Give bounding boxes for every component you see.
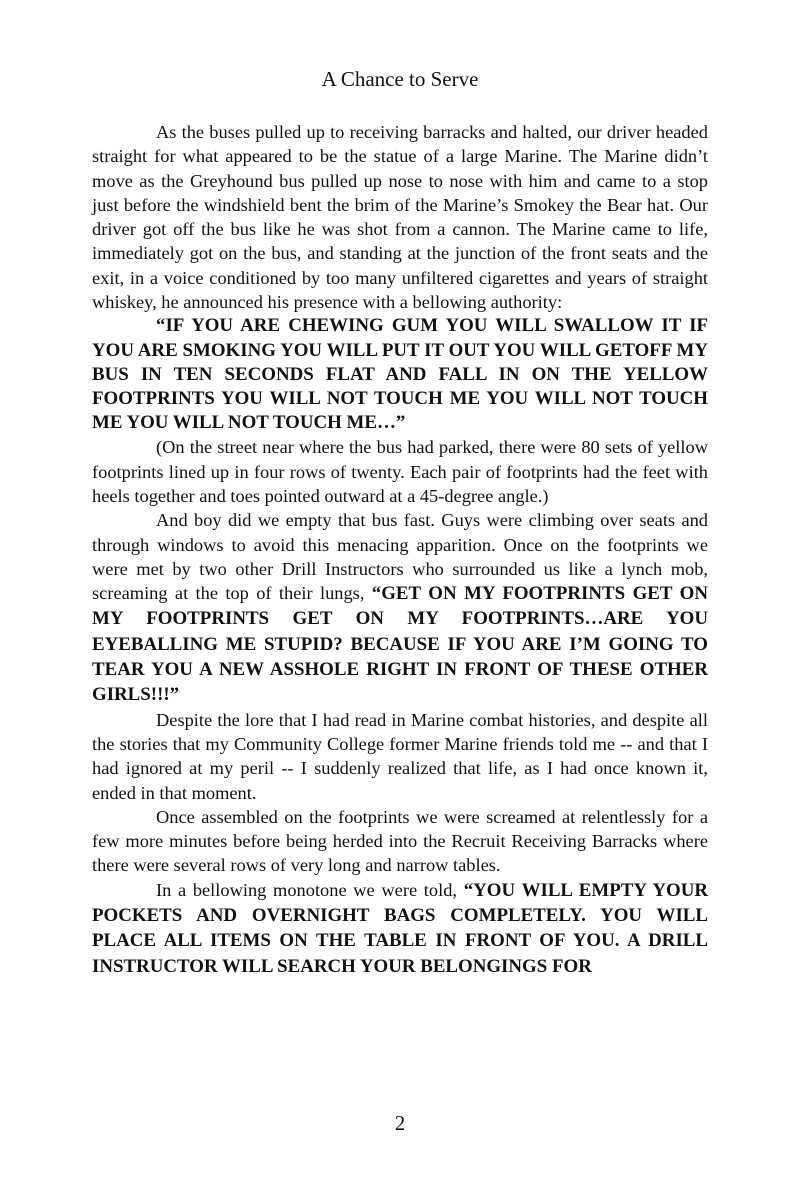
- paragraph-empty-bus-text: And boy did we empty that bus fast. Guys were climbing over seats and through windows to avoid this menacing apparition. Once on the footprints we were met by two other Drill Instructors who surrounded us like a lynch mob, screaming at the top of their lungs,: [92, 510, 708, 604]
- paragraph-receiving-barracks: Once assembled on the footprints we were screamed at relentlessly for a few more minutes before being herded into the Recruit Receiving Barracks where there were several rows of very long and narrow tables.: [92, 806, 708, 876]
- paragraph-empty-bus-shout: “GET ON MY FOOTPRINTS GET ON MY FOOTPRINTS GET ON MY FOOTPRINTS…ARE YOU EYEBALLING ME STUPID? BECAUSE IF YOU ARE I’M GOING TO TEAR YOU A NEW ASSHOLE RIGHT IN FRONT OF THESE OTHER GIRLS!!!”: [92, 583, 708, 706]
- paragraph-drill-instructor-announcement: “IF YOU ARE CHEWING GUM YOU WILL SWALLOW IT IF YOU ARE SMOKING YOU WILL PUT IT OUT YOU WILL GETOFF MY BUS IN TEN SECONDS FLAT AND FALL IN ON THE YELLOW FOOTPRINTS YOU WILL NOT TOUCH ME YOU WILL NOT TOUCH ME YOU WILL NOT TOUCH ME…”: [92, 315, 708, 434]
- paragraph-bus-arrival: As the buses pulled up to receiving barracks and halted, our driver headed straight for what appeared to be the statue of a large Marine. The Marine didn’t move as the Greyhound bus pulled up nose to nose with him and came to a stop just before the windshield bent the brim of the Marine’s Smokey the Bear hat. Our driver got off the bus like he was shot from a cannon. The Marine came to life, immediately got on the bus, and standing at the junction of the front seats and the exit, in a voice conditioned by too many unfiltered cigarettes and years of straight whiskey, he announced his presence with a bellowing authority:: [92, 122, 708, 313]
- paragraph-empty-pockets: [92, 878, 708, 979]
- paragraph-realization: Despite the lore that I had read in Marine combat histories, and despite all the stories that my Community College former Marine friends told me -- and that I had ignored at my peril -- I suddenly realized that life, as I had once known it, ended in that moment.: [92, 709, 708, 803]
- paragraph-empty-pockets-text: In a bellowing monotone we were told,: [156, 879, 458, 900]
- running-head-title: A Chance to Serve: [321, 67, 479, 91]
- paragraph-empty-pockets-shout: “YOU WILL EMPTY YOUR POCKETS AND OVERNIGHT BAGS COMPLETELY. YOU WILL PLACE ALL ITEMS ON THE TABLE IN FRONT OF YOU. A DRILL INSTRUCTOR WILL SEARCH YOUR BELONGINGS FOR: [92, 879, 709, 977]
- paragraph-yellow-footprints: (On the street near where the bus had parked, there were 80 sets of yellow footprints lined up in four rows of twenty. Each pair of footprints had the feet with heels together and toes pointed outward at a 45-degree angle.): [92, 437, 708, 506]
- page-number: 2: [394, 1111, 406, 1135]
- paragraph-empty-bus: [92, 508, 708, 707]
- body-text: [92, 120, 708, 979]
